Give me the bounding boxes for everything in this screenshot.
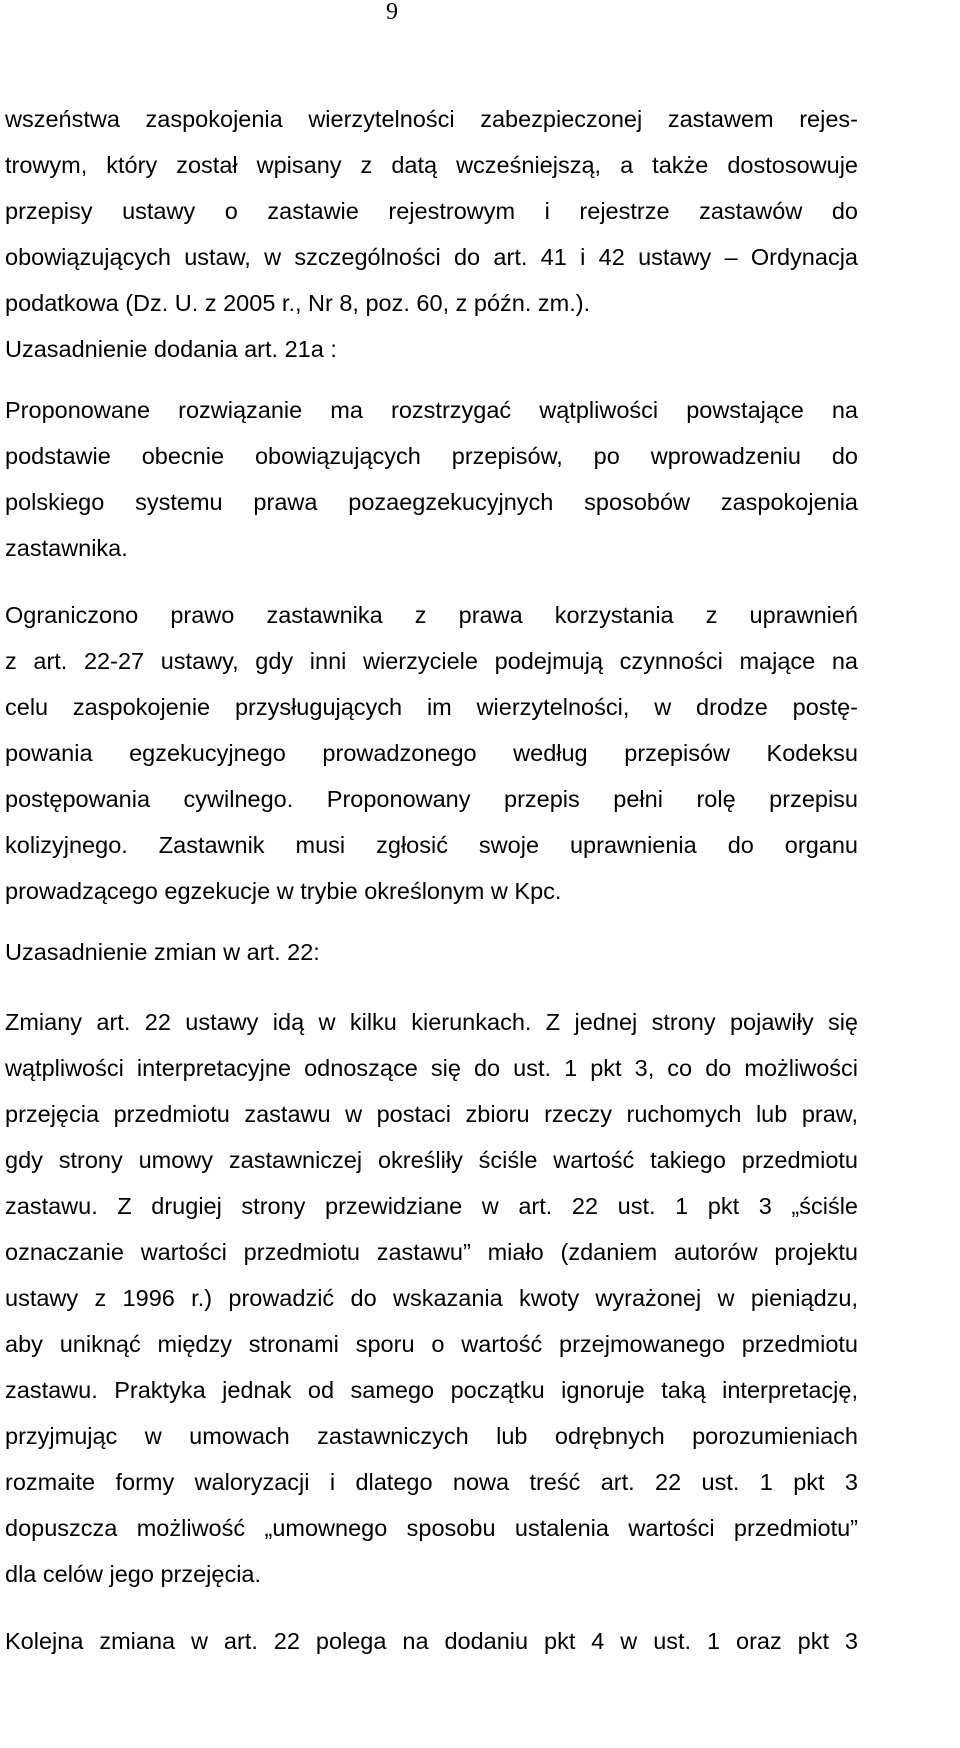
text-line: postępowania cywilnego. Proponowany przepis pełni rolę przepisu [5, 786, 858, 812]
text-line: wątpliwości interpretacyjne odnoszące się do ust. 1 pkt 3, co do możliwości [5, 1055, 858, 1081]
text-line: celu zaspokojenie przysługujących im wierzytelności, w drodze postę- [5, 694, 858, 720]
text-line: powania egzekucyjnego prowadzonego według przepisów Kodeksu [5, 740, 858, 766]
heading-art-21a [5, 333, 858, 379]
document-body [5, 103, 858, 1671]
section-heading: Uzasadnienie zmian w art. 22: [5, 939, 320, 965]
text-line: Kolejna zmiana w art. 22 polega na dodaniu pkt 4 w ust. 1 oraz pkt 3 [5, 1628, 858, 1654]
text-line: obowiązujących ustaw, w szczególności do art. 41 i 42 ustawy – Ordynacja [5, 244, 858, 270]
heading-art-22 [5, 936, 858, 982]
text-line: przyjmując w umowach zastawniczych lub odrębnych porozumieniach [5, 1423, 858, 1449]
text-line: z art. 22-27 ustawy, gdy inni wierzyciele podejmują czynności mające na [5, 648, 858, 674]
text-line: wszeństwa zaspokojenia wierzytelności zabezpieczonej zastawem rejes- [5, 106, 858, 132]
paragraph-limitation [5, 599, 858, 921]
text-line: zastawu. Z drugiej strony przewidziane w art. 22 ust. 1 pkt 3 „ściśle [5, 1193, 858, 1219]
text-line: przejęcia przedmiotu zastawu w postaci zbioru rzeczy ruchomych lub praw, [5, 1101, 858, 1127]
page-number: 9 [386, 0, 398, 25]
text-line: zastawu. Praktyka jednak od samego początku ignoruje taką interpretację, [5, 1377, 858, 1403]
text-line: aby uniknąć między stronami sporu o wartość przejmowanego przedmiotu [5, 1331, 858, 1357]
text-line: trowym, który został wpisany z datą wcześniejszą, a także dostosowuje [5, 152, 858, 178]
text-line: przepisy ustawy o zastawie rejestrowym i rejestrze zastawów do [5, 198, 858, 224]
paragraph-intro [5, 103, 858, 333]
paragraph-proposal [5, 394, 858, 578]
text-line: prowadzącego egzekucje w trybie określonym w Kpc. [5, 878, 562, 904]
text-line: gdy strony umowy zastawniczej określiły ściśle wartość takiego przedmiotu [5, 1147, 858, 1173]
text-line: Ograniczono prawo zastawnika z prawa korzystania z uprawnień [5, 602, 858, 628]
text-line: polskiego systemu prawa pozaegzekucyjnych sposobów zaspokojenia [5, 489, 858, 515]
text-line: podatkowa (Dz. U. z 2005 r., Nr 8, poz. 60, z późn. zm.). [5, 290, 591, 316]
text-line: ustawy z 1996 r.) prowadzić do wskazania kwoty wyrażonej w pieniądzu, [5, 1285, 858, 1311]
section-heading: Uzasadnienie dodania art. 21a : [5, 336, 337, 362]
text-line: rozmaite formy waloryzacji i dlatego nowa treść art. 22 ust. 1 pkt 3 [5, 1469, 858, 1495]
text-line: dopuszcza możliwość „umownego sposobu ustalenia wartości przedmiotu” [5, 1515, 858, 1541]
paragraph-changes [5, 1006, 858, 1604]
paragraph-next-change [5, 1625, 858, 1671]
text-line: Zmiany art. 22 ustawy idą w kilku kierunkach. Z jednej strony pojawiły się [5, 1009, 858, 1035]
text-line: kolizyjnego. Zastawnik musi zgłosić swoje uprawnienia do organu [5, 832, 858, 858]
text-line: dla celów jego przejęcia. [5, 1561, 262, 1587]
text-line: zastawnika. [5, 535, 128, 561]
text-line: oznaczanie wartości przedmiotu zastawu” miało (zdaniem autorów projektu [5, 1239, 858, 1265]
text-line: podstawie obecnie obowiązujących przepisów, po wprowadzeniu do [5, 443, 858, 469]
text-line: Proponowane rozwiązanie ma rozstrzygać wątpliwości powstające na [5, 397, 858, 423]
